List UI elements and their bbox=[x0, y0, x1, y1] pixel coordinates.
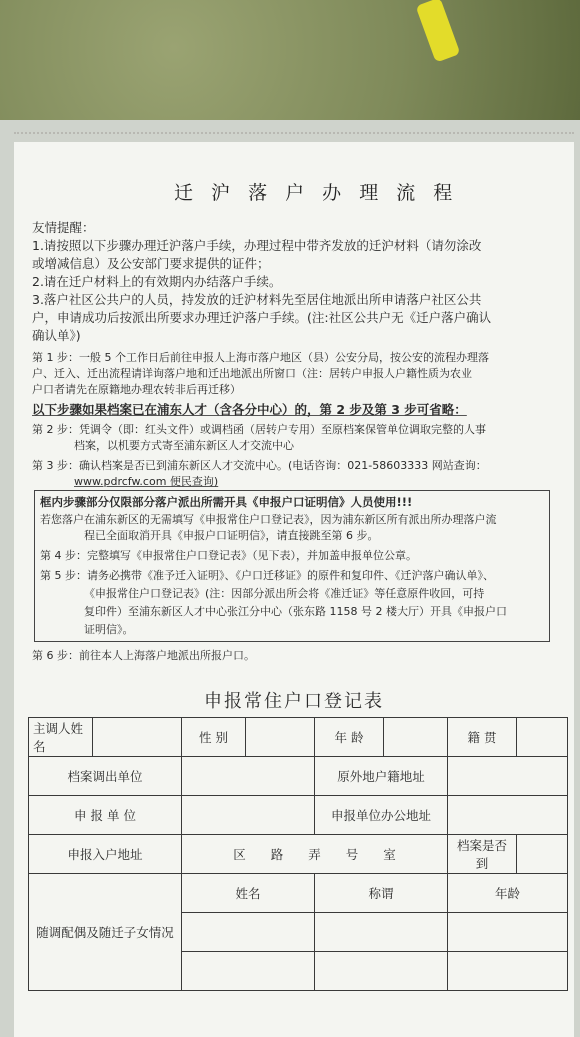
field-household-address[interactable]: 区 路 弄 号 室 bbox=[182, 835, 448, 874]
step2-line: 第 2 步：凭调令（即：红头文件）或调档函（居转户专用）至原档案保管单位调取完整的人事 bbox=[32, 423, 486, 436]
label-applicant-name: 主调人姓名 bbox=[29, 718, 93, 757]
family-relation-cell[interactable] bbox=[315, 913, 448, 952]
step1-line: 户、迁入、迁出流程请详询落户地和迁出地派出所窗口（注：居转户申报人户籍性质为农业 bbox=[32, 367, 472, 380]
label-applicant-unit: 申 报 单 位 bbox=[29, 796, 182, 835]
label-household-address: 申报入户地址 bbox=[29, 835, 182, 874]
field-archive-arrived[interactable] bbox=[517, 835, 568, 874]
box-line: 《申报常住户口登记表》(注：因部分派出所会将《准迁证》等任意原件收回，可持 bbox=[84, 587, 485, 600]
perforation-line bbox=[14, 132, 574, 138]
reminder-line: 2.请在迁户材料上的有效期内办结落户手续。 bbox=[32, 274, 282, 289]
field-applicant-name[interactable] bbox=[93, 718, 182, 757]
label-applicant-unit-address: 申报单位办公地址 bbox=[315, 796, 448, 835]
field-original-registry[interactable] bbox=[448, 757, 568, 796]
label-original-registry: 原外地户籍地址 bbox=[315, 757, 448, 796]
box-line: 框内步骤部分仅限部分落户派出所需开具《申报户口证明信》人员使用!!! bbox=[40, 495, 413, 509]
col-relation: 称谓 bbox=[315, 874, 448, 913]
step2-line: 档案，以机要方式寄至浦东新区人才交流中心 bbox=[74, 439, 294, 452]
field-applicant-unit-address[interactable] bbox=[448, 796, 568, 835]
label-archive-out-unit: 档案调出单位 bbox=[29, 757, 182, 796]
label-family-section: 随调配偶及随迁子女情况 bbox=[29, 874, 182, 991]
document-sheet bbox=[14, 142, 574, 1037]
document-title: 迁 沪 落 户 办 理 流 程 bbox=[174, 182, 459, 204]
label-archive-arrived: 档案是否到 bbox=[448, 835, 517, 874]
box-line: 程已全面取消开具《申报户口证明信》，请直接跳至第 6 步。 bbox=[84, 529, 379, 542]
label-age: 年 龄 bbox=[315, 718, 384, 757]
family-relation-cell[interactable] bbox=[315, 952, 448, 991]
field-origin[interactable] bbox=[517, 718, 568, 757]
col-age: 年龄 bbox=[448, 874, 568, 913]
label-origin: 籍 贯 bbox=[448, 718, 517, 757]
step1-line: 户口者请先在原籍地办理农转非后再迁移） bbox=[32, 383, 241, 396]
step6-line: 第 6 步：前往本人上海落户地派出所报户口。 bbox=[32, 649, 255, 662]
step1-line: 第 1 步：一般 5 个工作日后前往申报人上海市落户地区（县）公安分局，按公安的流程办理落 bbox=[32, 351, 489, 364]
reminder-line: 户，申请成功后按派出所要求办理迁沪落户手续。(注:社区公共户无《迁户落户确认 bbox=[32, 310, 492, 325]
box-line: 若您落户在浦东新区的无需填写《申报常住户口登记表》，因为浦东新区所有派出所办理落户流 bbox=[40, 513, 497, 526]
family-name-cell[interactable] bbox=[182, 952, 315, 991]
family-age-cell[interactable] bbox=[448, 913, 568, 952]
reminder-line: 确认单》) bbox=[32, 328, 81, 343]
box-line: 第 4 步：完整填写《申报常住户口登记表》（见下表），并加盖申报单位公章。 bbox=[40, 549, 417, 562]
step3-line: www.pdrcfw.com 便民查询) bbox=[74, 475, 219, 488]
field-applicant-unit[interactable] bbox=[182, 796, 315, 835]
box-line: 证明信》。 bbox=[84, 623, 134, 636]
form-title: 申报常住户口登记表 bbox=[204, 691, 384, 712]
col-name: 姓名 bbox=[182, 874, 315, 913]
box-line: 复印件）至浦东新区人才中心张江分中心（张东路 1158 号 2 楼大厅）开具《申报户口 bbox=[84, 605, 507, 618]
family-name-cell[interactable] bbox=[182, 913, 315, 952]
reminder-line: 或增减信息）及公安部门要求提供的证件； bbox=[32, 256, 270, 271]
registration-form bbox=[28, 717, 568, 991]
box-line: 第 5 步：请务必携带《准予迁入证明》、《户口迁移证》的原件和复印件、《迁沪落户确认单》、 bbox=[40, 569, 494, 582]
family-age-cell[interactable] bbox=[448, 952, 568, 991]
field-age[interactable] bbox=[384, 718, 448, 757]
skip-note: 以下步骤如果档案已在浦东人才（含各分中心）的，第 2 步及第 3 步可省略： bbox=[32, 402, 467, 417]
field-archive-out-unit[interactable] bbox=[182, 757, 315, 796]
reminder-line: 3.落户社区公共户的人员，持发放的迁沪材料先至居住地派出所申请落户社区公共 bbox=[32, 292, 482, 307]
background-fabric bbox=[0, 0, 580, 120]
reminder-heading: 友情提醒： bbox=[32, 220, 95, 235]
reminder-line: 1.请按照以下步骤办理迁沪落户手续，办理过程中带齐发放的迁沪材料（请勿涂改 bbox=[32, 238, 482, 253]
field-gender[interactable] bbox=[246, 718, 315, 757]
label-gender: 性 别 bbox=[182, 718, 246, 757]
step3-line: 第 3 步：确认档案是否已到浦东新区人才交流中心。(电话咨询：021-58603333 网站查询： bbox=[32, 459, 487, 472]
